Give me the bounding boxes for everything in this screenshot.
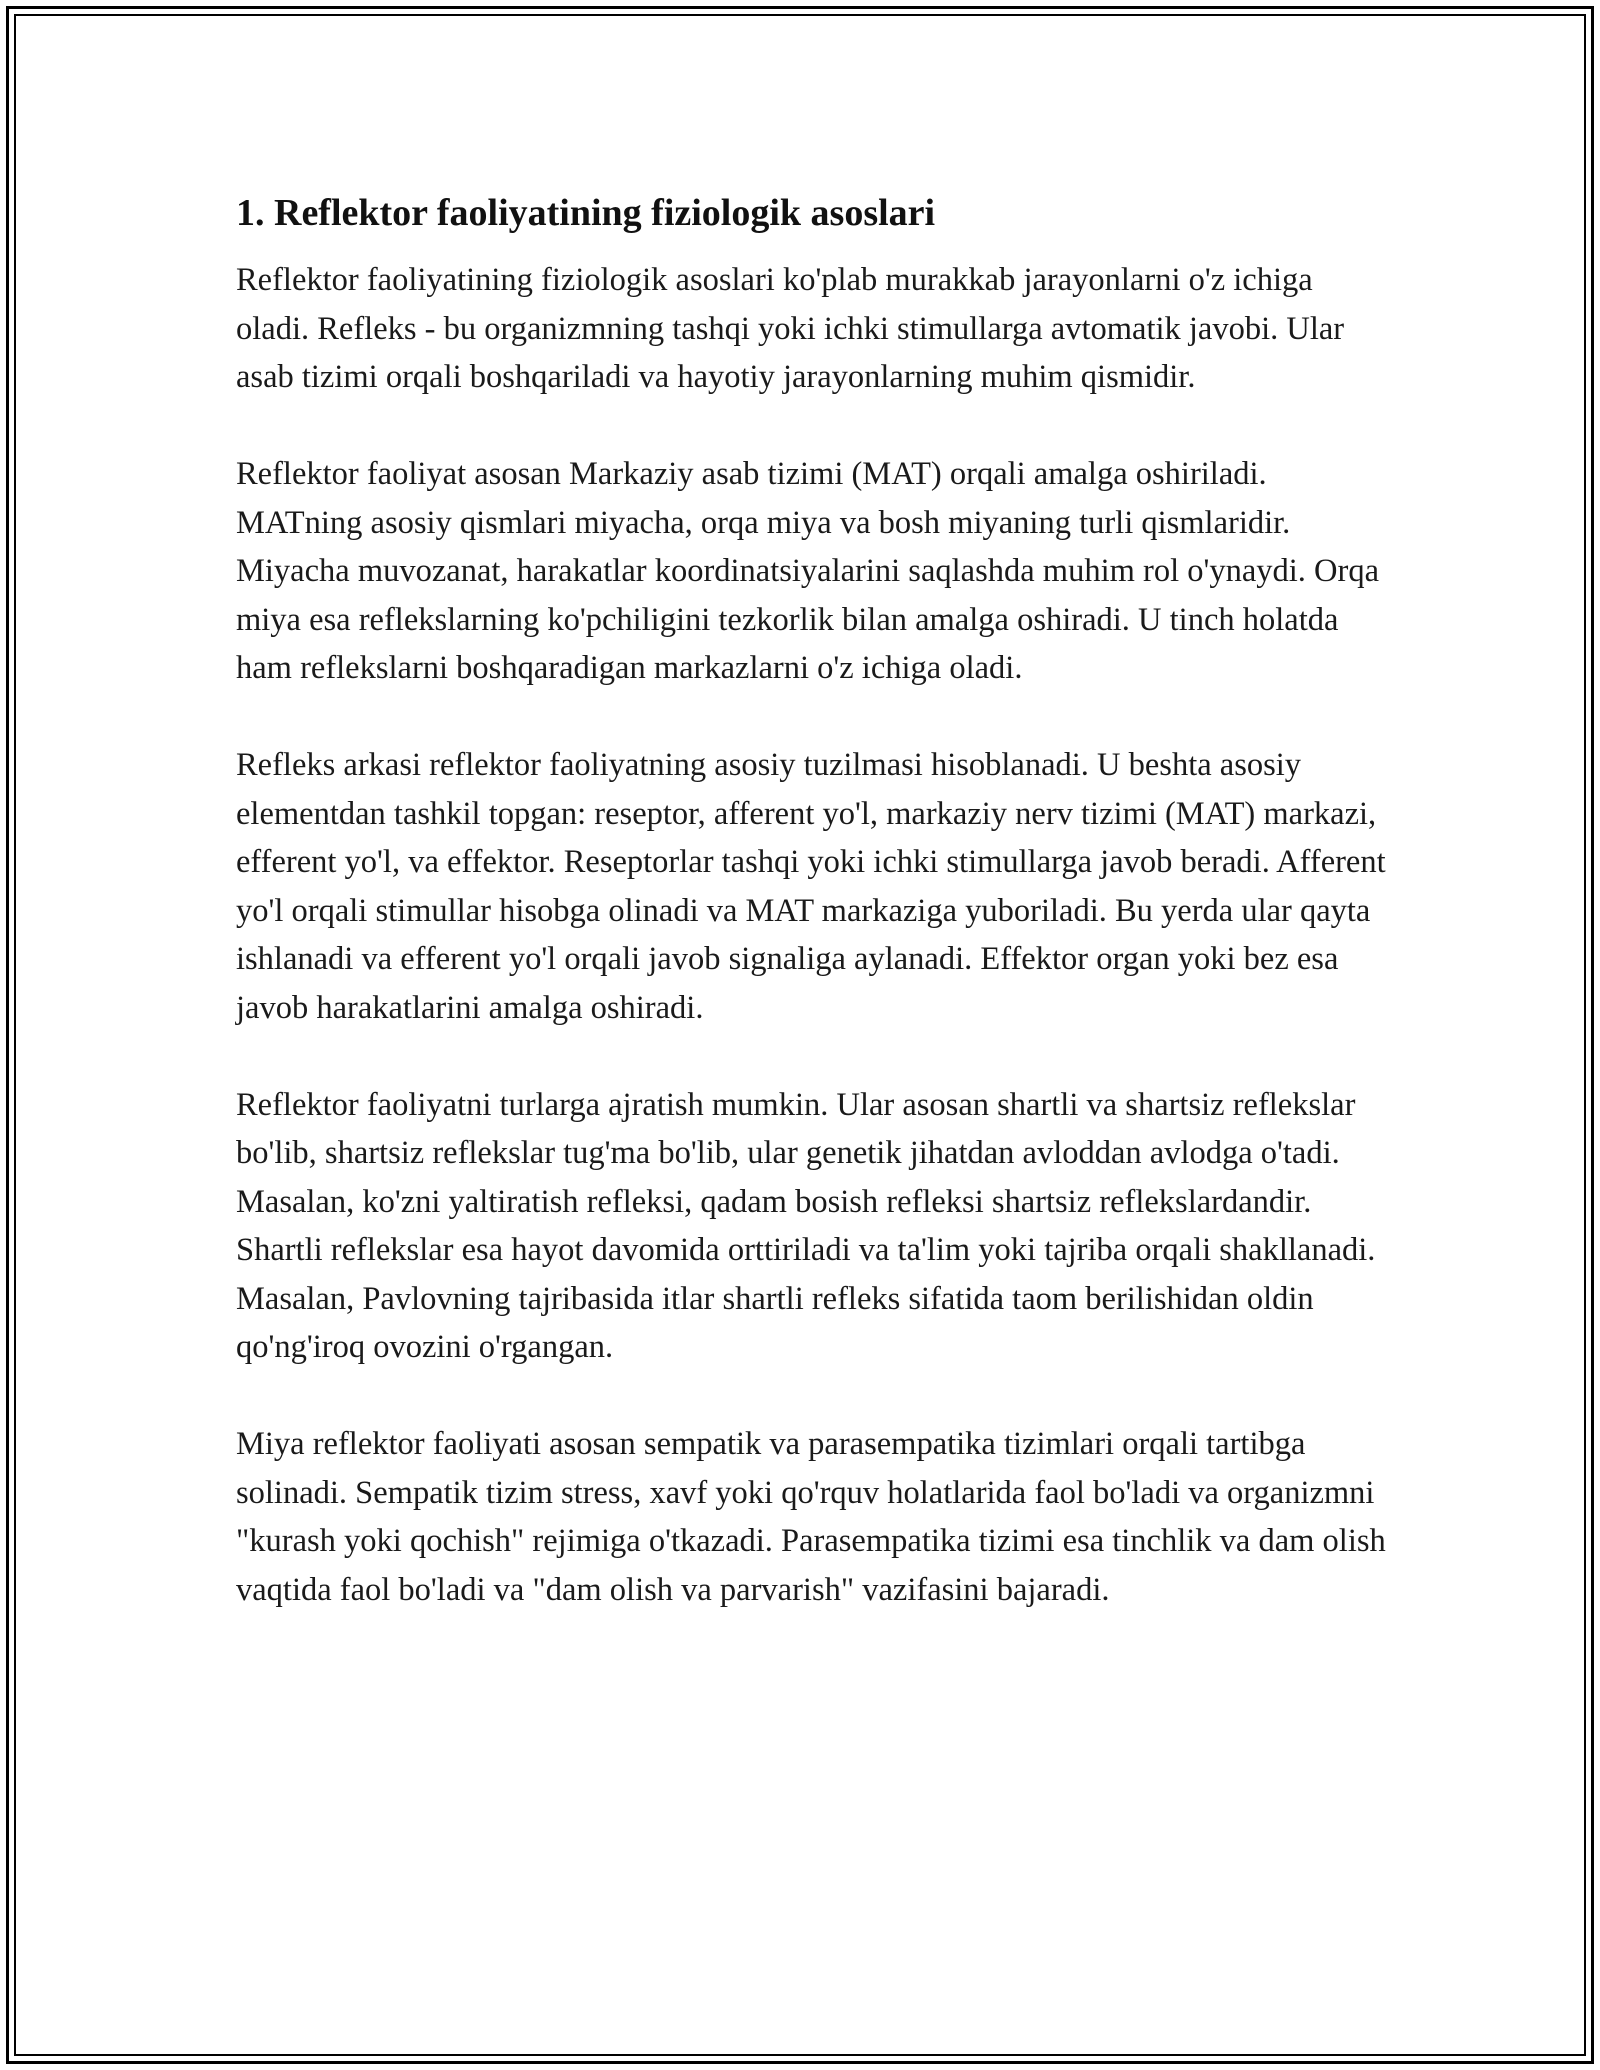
paragraph-intro: Reflektor faoliyatining fiziologik asoslari ko'plab murakkab jarayonlarni o'z ichiga oladi. Refleks - bu organizmning tashqi yoki ichki stimullarga avtomatik javobi. Ular asab tizimi orqali boshqariladi va hayotiy jarayonlarning muhim qismidir. bbox=[236, 262, 1345, 395]
paragraph-autonomic-system: Miya reflektor faoliyati asosan sempatik va parasempatika tizimlari orqali tartibga solinadi. Sempatik tizim stress, xavf yoki qo'rquv holatlarida faol bo'ladi va organizmni "kurash yoki qochish" rejimiga o'tkazadi. Parasempatika tizimi esa tinchlik va dam olish vaqtida faol bo'ladi va "dam olish va parvarish" vazifasini bajaradi. bbox=[236, 1426, 1386, 1608]
paragraph-central-nervous-system: Reflektor faoliyat asosan Markaziy asab tizimi (MAT) orqali amalga oshiriladi. MATning asosiy qismlari miyacha, orqa miya va bosh miyaning turli qismlaridir. Miyacha muvozanat, harakatlar koordinatsiyalarini saqlashda muhim rol o'ynaydi. Orqa miya esa reflekslarning ko'pchiligini tezkorlik bilan amalga oshiradi. U tinch holatda ham reflekslarni boshqaradigan markazlarni o'z ichiga oladi. bbox=[236, 456, 1380, 686]
document-body bbox=[236, 184, 1386, 1663]
paragraph-reflex-types: Reflektor faoliyatni turlarga ajratish mumkin. Ular asosan shartli va shartsiz reflekslar bo'lib, shartsiz reflekslar tug'ma bo'lib, ular genetik jihatdan avloddan avlodga o'tadi. Masalan, ko'zni yaltiratish refleksi, qadam bosish refleksi shartsiz reflekslardandir. Shartli reflekslar esa hayot davomida orttiriladi va ta'lim yoki tajriba orqali shakllanadi. Masalan, Pavlovning tajribasida itlar shartli refleks sifatida taom berilishidan oldin qo'ng'iroq ovozini o'rgangan. bbox=[236, 1086, 1376, 1365]
section-heading: 1. Reflektor faoliyatining fiziologik asoslari bbox=[236, 192, 936, 234]
paragraph-reflex-arc: Refleks arkasi reflektor faoliyatning asosiy tuzilmasi hisoblanadi. U beshta asosiy elementdan tashkil topgan: reseptor, afferent yo'l, markaziy nerv tizimi (MAT) markazi, efferent yo'l, va effektor. Reseptorlar tashqi yoki ichki stimullarga javob beradi. Afferent yo'l orqali stimullar hisobga olinadi va MAT markaziga yuboriladi. Bu yerda ular qayta ishlanadi va efferent yo'l orqali javob signaliga aylanadi. Effektor organ yoki bez esa javob harakatlarini amalga oshiradi. bbox=[236, 747, 1386, 1026]
